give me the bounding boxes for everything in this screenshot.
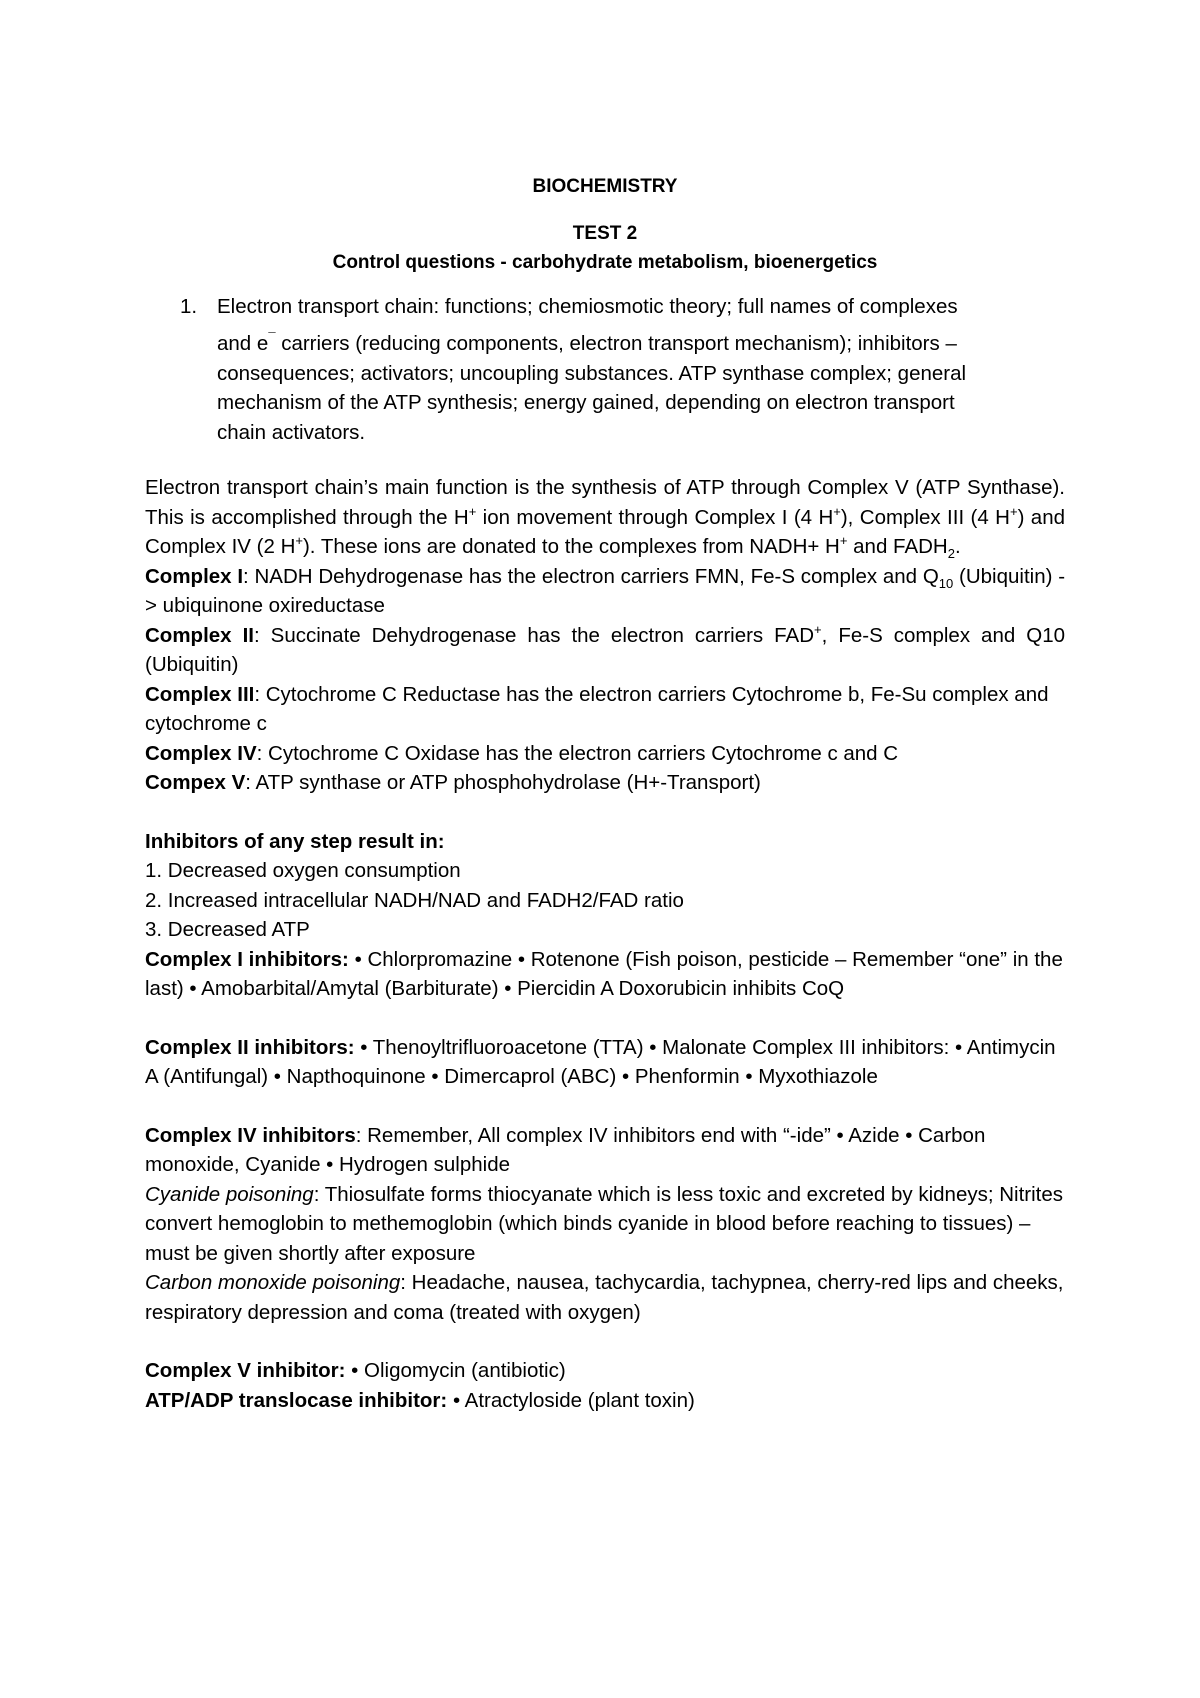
result-item: 1. Decreased oxygen consumption bbox=[145, 859, 461, 882]
text-run: (Ubiquitin) -> ubiquinone oxireductase bbox=[145, 564, 1066, 617]
superscript: + bbox=[468, 503, 477, 519]
spacer bbox=[145, 1004, 1065, 1033]
text-run: ) and Complex IV (2 H bbox=[145, 505, 1066, 558]
superscript: + bbox=[295, 533, 303, 549]
text-run: , Fe-S complex and Q10 (Ubiquitin) bbox=[145, 623, 1065, 676]
complex-label: Complex II bbox=[145, 623, 254, 647]
question-text: carriers (reducing components, electron transport mechanism); inhibitors – bbox=[275, 332, 957, 355]
complex-4-inhibitors bbox=[145, 1121, 1065, 1180]
translocase-inhibitor bbox=[145, 1386, 1065, 1416]
superscript: + bbox=[833, 503, 841, 519]
complex-label: Complex IV bbox=[145, 741, 257, 765]
cyanide-poisoning bbox=[145, 1180, 1065, 1269]
complex-5-paragraph bbox=[145, 768, 1065, 798]
question-text: and e bbox=[217, 332, 269, 355]
text-run: • Chlorpromazine • Rotenone (Fish poison, pesticide – Remember “one” in the last) • Amobarbital/Amytal (Barbiturate) • Piercidin A Doxorubicin inhibits CoQ bbox=[145, 947, 1063, 1000]
question-line bbox=[217, 329, 1065, 359]
text-run: ). These ions are donated to the complexes from NADH+ H bbox=[302, 535, 840, 558]
complex-2-inhibitors bbox=[145, 1033, 1065, 1092]
question-line: chain activators. bbox=[217, 420, 366, 444]
text-run: : Thiosulfate forms thiocyanate which is less toxic and excreted by kidneys; Nitrites convert hemoglobin to methemoglobin (which binds cyanide in blood before reaching to tissues) – must be given shortly after exposure bbox=[145, 1182, 1064, 1265]
question-number: 1. bbox=[180, 294, 198, 318]
text-run: : NADH Dehydrogenase has the electron carriers FMN, Fe-S complex and Q bbox=[243, 564, 939, 588]
question-line: mechanism of the ATP synthesis; energy gained, depending on electron transport bbox=[217, 391, 955, 414]
test-heading: TEST 2 bbox=[572, 222, 638, 244]
subscript: 10 bbox=[938, 575, 954, 591]
result-item: 2. Increased intracellular NADH/NAD and FADH2/FAD ratio bbox=[145, 888, 684, 912]
text-run: • Thenoyltrifluoroacetone (TTA) • Malonate Complex III inhibitors: • Antimycin A (Antifungal) • Napthoquinone • Dimercaprol (ABC) • Phenformin • Myxothiazole bbox=[145, 1035, 1056, 1088]
text-run: • Oligomycin (antibiotic) bbox=[345, 1359, 566, 1382]
text-run: • Atractyloside (plant toxin) bbox=[447, 1388, 695, 1412]
text-run: : ATP synthase or ATP phosphohydrolase (H+-Transport) bbox=[245, 771, 761, 794]
inhibitor-label: ATP/ADP translocase inhibitor: bbox=[145, 1388, 448, 1412]
text-run: and FADH bbox=[847, 535, 948, 558]
carbon-monoxide-poisoning bbox=[145, 1268, 1065, 1327]
superscript: + bbox=[839, 533, 848, 549]
italic-label: Cyanide poisoning bbox=[145, 1182, 314, 1206]
complex-1-inhibitors bbox=[145, 945, 1065, 1004]
inhibitor-label: Complex I inhibitors: bbox=[145, 947, 349, 971]
spacer bbox=[145, 1327, 1065, 1356]
intro-paragraph bbox=[145, 473, 1065, 562]
text-run: ion movement through Complex I (4 H bbox=[476, 505, 834, 529]
subscript: 2 bbox=[947, 546, 955, 562]
text-run: : Succinate Dehydrogenase has the electron carriers FAD bbox=[253, 623, 815, 647]
complex-label: Complex III bbox=[145, 682, 255, 706]
text-run: : Cytochrome C Oxidase has the electron carriers Cytochrome c and C bbox=[256, 741, 899, 765]
complex-4-paragraph bbox=[145, 739, 1065, 769]
superscript: + bbox=[1009, 503, 1018, 519]
spacer bbox=[145, 798, 1065, 827]
text-run: : Headache, nausea, tachycardia, tachypnea, cherry-red lips and cheeks, respiratory depression and coma (treated with oxygen) bbox=[145, 1271, 1064, 1324]
question-line: consequences; activators; uncoupling substances. ATP synthase complex; general bbox=[217, 361, 967, 385]
result-item: 3. Decreased ATP bbox=[145, 918, 310, 941]
text-run: : Cytochrome C Reductase has the electron carriers Cytochrome b, Fe-Su complex and cytochrome c bbox=[145, 682, 1049, 735]
inhibitor-label: Complex II inhibitors: bbox=[145, 1035, 355, 1059]
complex-label: Complex I bbox=[145, 564, 244, 588]
inhibitors-heading bbox=[145, 827, 1065, 857]
text-run: Electron transport chain’s main function is the synthesis of ATP through Complex V (ATP Synthase). This is accomplished through the H bbox=[145, 476, 1065, 529]
inhibitor-label: Complex IV inhibitors bbox=[145, 1123, 356, 1147]
spacer bbox=[145, 1092, 1065, 1121]
superscript: + bbox=[814, 621, 822, 637]
complex-5-inhibitor bbox=[145, 1356, 1065, 1386]
question-line: Electron transport chain: functions; chemiosmotic theory; full names of complexes bbox=[217, 294, 958, 318]
superscript: ¯ bbox=[268, 330, 276, 346]
text-run: ), Complex III (4 H bbox=[840, 505, 1010, 529]
complex-3-paragraph bbox=[145, 680, 1065, 739]
text-run: : Remember, All complex IV inhibitors end with “-ide” • Azide • Carbon monoxide, Cyanide • Hydrogen sulphide bbox=[145, 1123, 986, 1176]
inhibitor-label: Complex V inhibitor: bbox=[145, 1359, 346, 1382]
italic-label: Carbon monoxide poisoning bbox=[145, 1271, 401, 1294]
document-subtitle: Control questions - carbohydrate metabolism, bioenergetics bbox=[332, 251, 878, 273]
question-1 bbox=[145, 292, 1065, 448]
document-content bbox=[145, 172, 1065, 1415]
complex-label: Compex V bbox=[145, 771, 246, 794]
document-title: BIOCHEMISTRY bbox=[532, 176, 678, 197]
heading-text: Inhibitors of any step result in: bbox=[145, 829, 445, 853]
complex-2-paragraph bbox=[145, 621, 1065, 680]
complex-1-paragraph bbox=[145, 562, 1065, 621]
text-run: . bbox=[954, 535, 961, 558]
